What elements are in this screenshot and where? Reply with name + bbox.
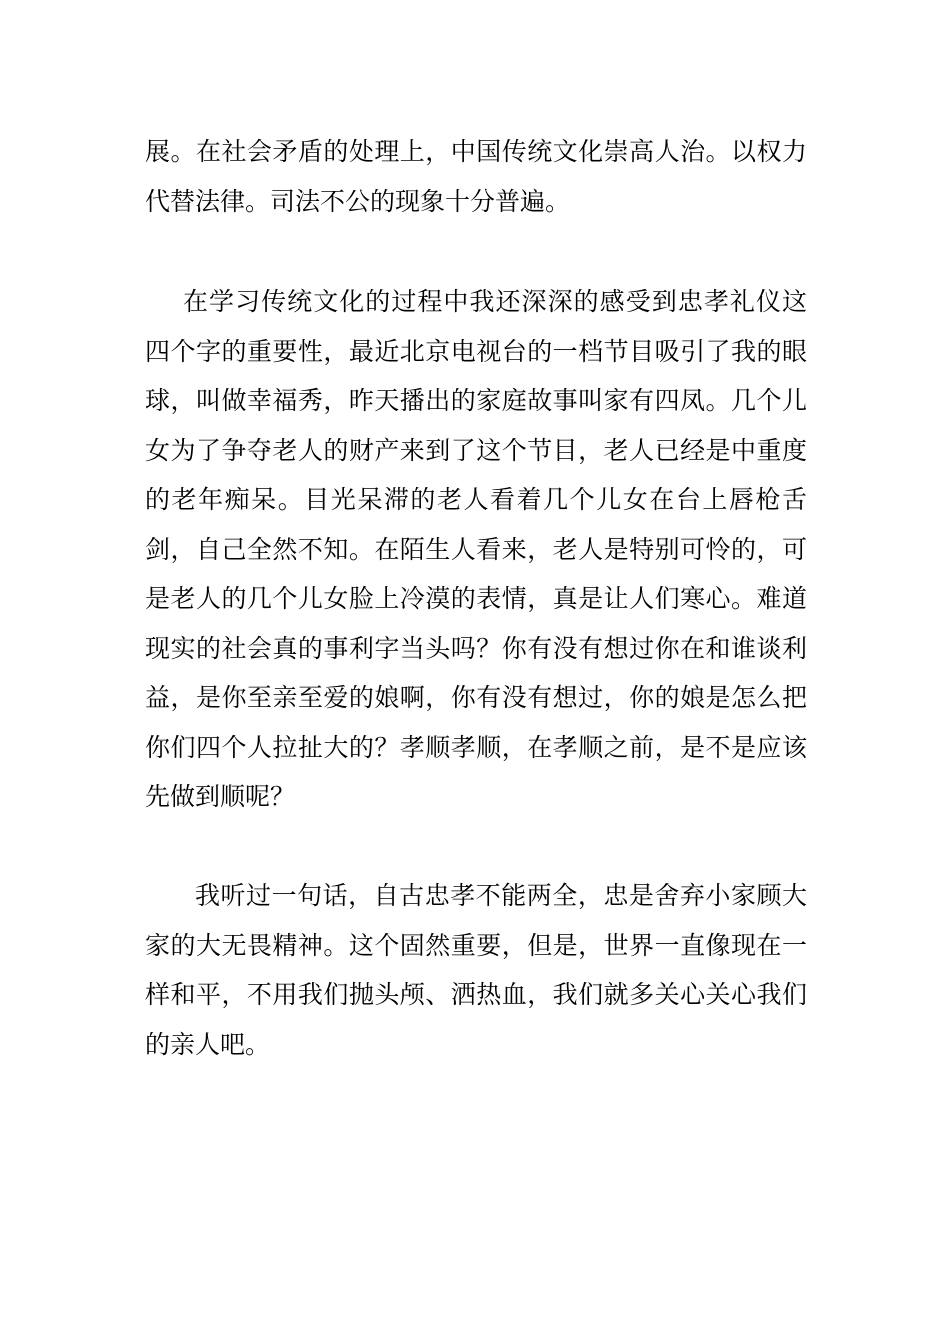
paragraph-conclusion: 我听过一句话，自古忠孝不能两全，忠是舍弃小家顾大家的大无畏精神。这个固然重要，但是，世界一直像现在一样和平，不用我们抛头颅、洒热血，我们就多关心关心我们的亲人吧。 [145, 881, 807, 1059]
paragraph-continuation: 展。在社会矛盾的处理上，中国传统文化崇高人治。以权力代替法律。司法不公的现象十分普遍。 [145, 137, 807, 216]
paragraph-filial-piety: 在学习传统文化的过程中我还深深的感受到忠孝礼仪这四个字的重要性，最近北京电视台的一档节目吸引了我的眼球，叫做幸福秀，昨天播出的家庭故事叫家有四凤。几个儿女为了争夺老人的财产来到了这个节目，老人已经是中重度的老年痴呆。目光呆滞的老人看着几个儿女在台上唇枪舌剑，自己全然不知。在陌生人看来，老人是特别可怜的，可是老人的几个儿女脸上冷漠的表情，真是让人们寒心。难道现实的社会真的事利字当头吗？你有没有想过你在和谁谈利益，是你至亲至爱的娘啊，你有没有想过，你的娘是怎么把你们四个人拉扯大的？孝顺孝顺，在孝顺之前，是不是应该先做到顺呢？ [145, 287, 807, 811]
